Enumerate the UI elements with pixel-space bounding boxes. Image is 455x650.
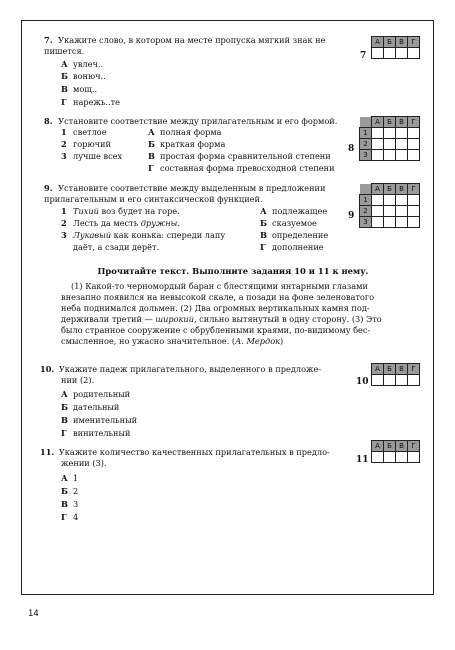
reading-text-part: смысленное, но ужасно значительное. (: [61, 335, 236, 346]
option-letter: В: [61, 84, 68, 94]
answer-cell[interactable]: [408, 128, 420, 139]
answer-number: 8: [348, 144, 355, 154]
grid-header: В: [396, 364, 408, 375]
answer-cell[interactable]: [408, 452, 420, 463]
answer-cell[interactable]: [372, 48, 384, 59]
grid-header: В: [396, 117, 408, 128]
grid-header: Г: [408, 117, 420, 128]
answer-number: 10: [356, 377, 369, 387]
q10-option-v[interactable]: [61, 415, 137, 426]
highlighted-word: Тихий: [73, 206, 99, 216]
item-number: 2: [61, 139, 67, 149]
answer-cell[interactable]: [408, 217, 420, 228]
q7-option-b[interactable]: [61, 71, 106, 82]
grid-header: Г: [408, 364, 420, 375]
grid-header: А: [372, 364, 384, 375]
q8-right-v: [148, 151, 331, 162]
answer-number: 11: [356, 455, 369, 465]
item-letter: В: [148, 151, 155, 161]
option-text: 2: [73, 486, 79, 496]
reading-text-part: держивали третий —: [61, 313, 156, 324]
highlighted-word: дружны: [140, 218, 178, 228]
item-text: воз будет на горе.: [98, 206, 180, 216]
q9-left-3-cont: [73, 242, 159, 253]
answer-cell[interactable]: [396, 195, 408, 206]
answer-grid-11: [371, 440, 420, 463]
option-letter: Г: [61, 428, 67, 438]
q11-option-a[interactable]: [61, 473, 78, 484]
question-number: 9.: [44, 183, 53, 193]
answer-cell[interactable]: [396, 128, 408, 139]
item-text: дополнение: [272, 242, 324, 252]
grid-header: В: [396, 37, 408, 48]
answer-cell[interactable]: [384, 128, 396, 139]
option-text: именительный: [73, 415, 138, 425]
option-letter: А: [61, 59, 68, 69]
item-text: лучше всех: [73, 151, 123, 161]
answer-cell[interactable]: [396, 139, 408, 150]
grid-row-label: 2: [360, 139, 372, 150]
option-letter: Б: [61, 402, 68, 412]
answer-cell[interactable]: [408, 150, 420, 161]
option-text: родительный: [73, 389, 131, 399]
highlighted-word: Лукавый: [73, 230, 112, 240]
item-number: 3: [61, 151, 67, 161]
answer-grid-10: [371, 363, 420, 386]
answer-cell[interactable]: [384, 452, 396, 463]
option-letter: Г: [61, 512, 67, 522]
grid-row-label: 1: [360, 195, 372, 206]
option-text: 1: [73, 473, 79, 483]
reading-line: внезапно появился на невысокой скале, а позади на фоне зеленоватого: [61, 291, 375, 302]
option-letter: Б: [61, 71, 68, 81]
answer-cell[interactable]: [372, 150, 384, 161]
q7-option-a[interactable]: [61, 59, 103, 70]
q9-left-3: [61, 230, 225, 241]
option-letter: А: [61, 473, 68, 483]
item-text: краткая форма: [160, 139, 226, 149]
answer-cell[interactable]: [384, 206, 396, 217]
grid-header: Б: [384, 364, 396, 375]
q7-option-v[interactable]: [61, 84, 97, 95]
answer-cell[interactable]: [396, 150, 408, 161]
answer-cell[interactable]: [396, 375, 408, 386]
highlighted-word: широкий: [155, 313, 194, 324]
question-11: [40, 447, 330, 458]
answer-grid-8: [359, 116, 420, 161]
question-text: Укажите количество качественных прилагательных в предло-: [58, 447, 330, 457]
answer-cell[interactable]: [408, 375, 420, 386]
answer-cell[interactable]: [384, 195, 396, 206]
answer-cell[interactable]: [384, 139, 396, 150]
reading-text: [61, 281, 382, 346]
item-letter: А: [260, 206, 267, 216]
answer-number: 7: [360, 51, 367, 61]
question-number: 10.: [40, 364, 55, 374]
question-9: [44, 183, 349, 204]
reading-line: (1) Какой-то черномордый баран с блестящими янтарными глазами: [71, 281, 368, 291]
answer-cell[interactable]: [384, 48, 396, 59]
item-text: составная форма превосходной степени: [160, 163, 335, 173]
item-number: 1: [61, 206, 67, 216]
option-letter: В: [61, 499, 68, 509]
grid-header: Г: [408, 441, 420, 452]
item-number: 2: [61, 218, 67, 228]
q9-left-1: [61, 206, 180, 217]
answer-number: 9: [348, 211, 355, 221]
answer-cell[interactable]: [372, 206, 384, 217]
q8-left-1: [61, 127, 107, 138]
item-letter: Г: [260, 242, 266, 252]
question-10-cont: нии (2).: [61, 375, 95, 385]
q9-right-a: [260, 206, 327, 217]
grid-header: Г: [408, 184, 420, 195]
question-number: 11.: [40, 447, 55, 457]
option-text: винительный: [73, 428, 131, 438]
q9-right-g: [260, 242, 324, 253]
option-letter: Г: [61, 97, 67, 107]
item-letter: Б: [148, 139, 155, 149]
question-text: Укажите падеж прилагательного, выделенного в предложе-: [58, 364, 322, 374]
reading-heading: Прочитайте текст. Выполните задания 10 и 11 к нему.: [97, 266, 369, 276]
item-letter: Г: [148, 163, 154, 173]
question-number: 8.: [44, 116, 53, 126]
option-text: увлеч..: [73, 59, 104, 69]
q8-right-b: [148, 139, 225, 150]
question-7: [44, 35, 349, 56]
grid-header: Г: [408, 37, 420, 48]
answer-cell[interactable]: [384, 150, 396, 161]
q9-right-b: [260, 218, 317, 229]
reading-text-part: ): [280, 335, 284, 346]
q11-option-b[interactable]: [61, 486, 78, 497]
item-text: полная форма: [160, 127, 222, 137]
option-text: дательный: [73, 402, 120, 412]
grid-header: В: [396, 441, 408, 452]
option-text: вонюч..: [73, 71, 106, 81]
q9-right-v: [260, 230, 328, 241]
answer-cell[interactable]: [408, 139, 420, 150]
answer-cell[interactable]: [408, 195, 420, 206]
grid-header: А: [372, 37, 384, 48]
reading-text-part: , сильно вытянутый в одну сторону. (3) Это: [193, 313, 382, 324]
answer-cell[interactable]: [408, 48, 420, 59]
answer-grid-7: [371, 36, 420, 59]
item-text: горючий: [73, 139, 111, 149]
option-letter: А: [61, 389, 68, 399]
q8-left-3: [61, 151, 122, 162]
grid-header: А: [372, 184, 384, 195]
question-text: Укажите слово, в котором на месте пропуска мягкий знак не пишется.: [44, 35, 326, 56]
grid-row-label: 2: [360, 206, 372, 217]
reading-line: [61, 336, 382, 347]
answer-grid-9: [359, 183, 420, 228]
item-text: сказуемое: [272, 218, 317, 228]
answer-cell[interactable]: [384, 217, 396, 228]
answer-cell[interactable]: [396, 206, 408, 217]
item-text: как конька: спереди лапу: [111, 230, 226, 240]
page-number: 14: [28, 609, 39, 619]
q7-option-g[interactable]: [61, 97, 120, 108]
answer-cell[interactable]: [372, 195, 384, 206]
reading-line: неба поднимался дольмен. (2) Два огромных вертикальных камня под-: [61, 302, 370, 313]
q8-right-a: [148, 127, 222, 138]
grid-corner: [360, 184, 372, 195]
grid-row-label: 3: [360, 217, 372, 228]
item-letter: В: [260, 230, 267, 240]
q11-option-g[interactable]: [61, 512, 78, 523]
item-text: определение: [272, 230, 329, 240]
q10-option-b[interactable]: [61, 402, 119, 413]
answer-cell[interactable]: [396, 48, 408, 59]
question-text: Установите соответствие между прилагательным и его формой.: [58, 116, 338, 126]
item-text: даёт, а сзади дерёт.: [73, 242, 160, 252]
q10-option-g[interactable]: [61, 428, 130, 439]
option-text: 3: [73, 499, 79, 509]
item-text: подлежащее: [272, 206, 328, 216]
option-text: 4: [73, 512, 79, 522]
item-number: 1: [61, 127, 67, 137]
reading-line: [61, 314, 382, 325]
answer-cell[interactable]: [384, 375, 396, 386]
grid-corner: [360, 117, 372, 128]
answer-cell[interactable]: [396, 217, 408, 228]
grid-row-label: 3: [360, 150, 372, 161]
option-text: мощ..: [73, 84, 98, 94]
grid-header: А: [372, 441, 384, 452]
author-name: А. Мердок: [235, 335, 281, 346]
answer-cell[interactable]: [372, 217, 384, 228]
item-text: Лесть да месть: [73, 218, 141, 228]
grid-header: А: [372, 117, 384, 128]
q11-option-v[interactable]: [61, 499, 78, 510]
answer-cell[interactable]: [372, 375, 384, 386]
q8-right-g: [148, 163, 335, 174]
question-10: [40, 364, 321, 375]
answer-cell[interactable]: [372, 452, 384, 463]
reading-line: было странное сооружение с обрубленными краями, по-видимому бес-: [61, 324, 371, 335]
q10-option-a[interactable]: [61, 389, 130, 400]
question-number: 7.: [44, 35, 53, 45]
grid-header: Б: [384, 37, 396, 48]
option-text: нарежь..те: [73, 97, 120, 107]
item-number: 3: [61, 230, 67, 240]
item-text: светлое: [73, 127, 107, 137]
q9-left-2: [61, 218, 180, 229]
grid-header: Б: [384, 184, 396, 195]
item-letter: А: [148, 127, 155, 137]
grid-header: Б: [384, 441, 396, 452]
option-letter: Б: [61, 486, 68, 496]
q8-left-2: [61, 139, 111, 150]
question-8: [44, 116, 354, 127]
answer-cell[interactable]: [372, 128, 384, 139]
grid-header: Б: [384, 117, 396, 128]
item-text: простая форма сравнительной степени: [160, 151, 331, 161]
answer-cell[interactable]: [408, 206, 420, 217]
option-letter: В: [61, 415, 68, 425]
grid-row-label: 1: [360, 128, 372, 139]
question-text: Установите соответствие между выделенным в предложении прилагательным и его синтаксической функцией.: [44, 183, 326, 204]
item-letter: Б: [260, 218, 267, 228]
question-11-cont: жении (3).: [61, 458, 107, 468]
answer-cell[interactable]: [396, 452, 408, 463]
grid-header: В: [396, 184, 408, 195]
item-text: .: [177, 218, 180, 228]
answer-cell[interactable]: [372, 139, 384, 150]
